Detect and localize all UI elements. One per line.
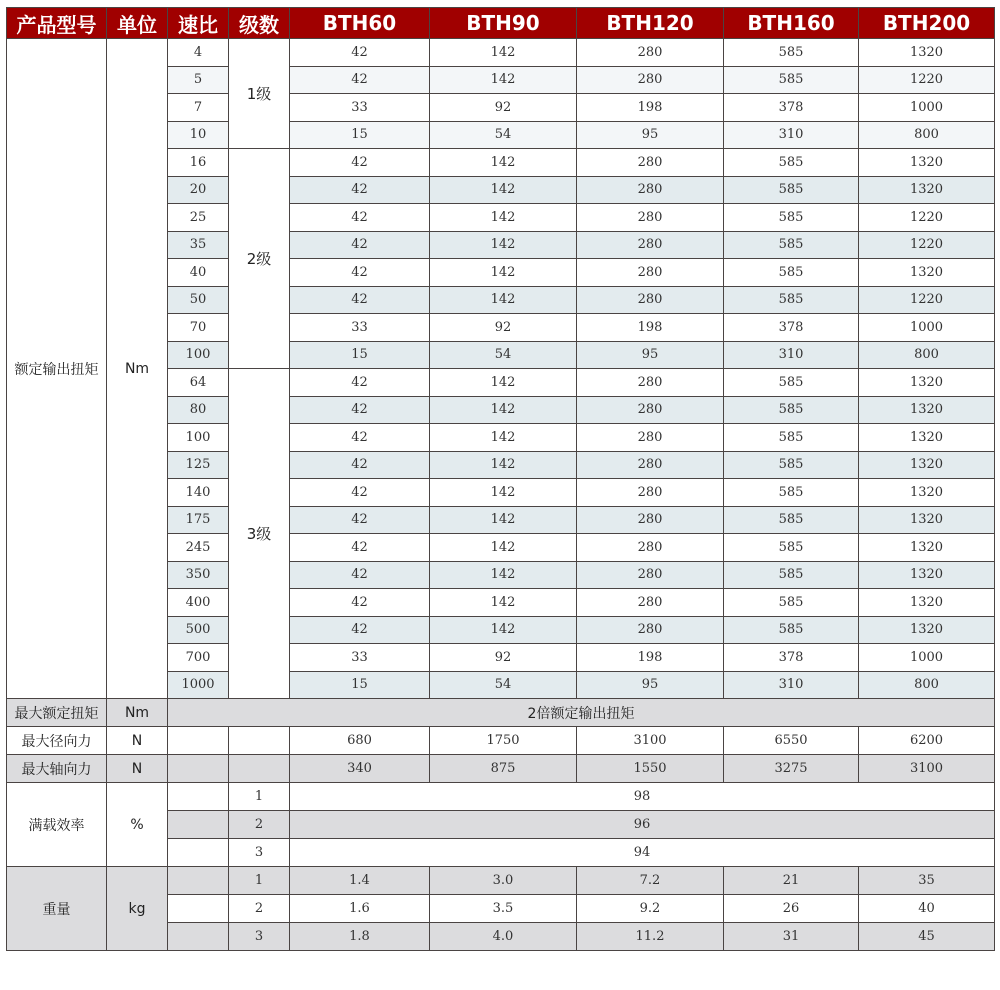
torque-value: 1220 [859, 231, 995, 259]
torque-value: 42 [290, 259, 430, 287]
torque-value: 142 [430, 424, 577, 452]
torque-value: 800 [859, 121, 995, 149]
empty-cell [168, 923, 229, 951]
torque-value: 142 [430, 66, 577, 94]
weight-value: 3.0 [430, 867, 577, 895]
torque-value: 42 [290, 424, 430, 452]
torque-value: 95 [577, 121, 724, 149]
torque-value: 142 [430, 176, 577, 204]
efficiency-value: 94 [290, 839, 995, 867]
ratio-cell: 16 [168, 149, 229, 177]
torque-value: 42 [290, 286, 430, 314]
torque-value: 54 [430, 341, 577, 369]
max-torque-row [7, 699, 995, 727]
ratio-cell: 100 [168, 424, 229, 452]
torque-value: 142 [430, 534, 577, 562]
radial-value: 6550 [724, 727, 859, 755]
torque-value: 1320 [859, 259, 995, 287]
torque-value: 800 [859, 341, 995, 369]
empty-cell [168, 755, 229, 783]
header-model: 产品型号 [7, 8, 107, 39]
torque-value: 42 [290, 39, 430, 67]
torque-value: 1320 [859, 149, 995, 177]
spec-table-body [7, 39, 995, 951]
ratio-cell: 175 [168, 506, 229, 534]
ratio-cell: 80 [168, 396, 229, 424]
torque-value: 1220 [859, 66, 995, 94]
torque-value: 142 [430, 616, 577, 644]
torque-value: 800 [859, 671, 995, 699]
torque-value: 585 [724, 451, 859, 479]
torque-value: 280 [577, 231, 724, 259]
weight-value: 9.2 [577, 895, 724, 923]
rated-torque-label: 额定输出扭矩 [7, 39, 107, 699]
ratio-cell: 400 [168, 589, 229, 617]
torque-value: 142 [430, 589, 577, 617]
torque-value: 585 [724, 424, 859, 452]
efficiency-stage: 3 [229, 839, 290, 867]
axial-value: 1550 [577, 755, 724, 783]
torque-value: 33 [290, 644, 430, 672]
torque-value: 1320 [859, 534, 995, 562]
weight-value: 4.0 [430, 923, 577, 951]
torque-value: 585 [724, 66, 859, 94]
axial-value: 3275 [724, 755, 859, 783]
header-bth160: BTH160 [724, 8, 859, 39]
torque-value: 280 [577, 204, 724, 232]
torque-value: 42 [290, 149, 430, 177]
torque-value: 585 [724, 561, 859, 589]
torque-value: 585 [724, 589, 859, 617]
ratio-cell: 700 [168, 644, 229, 672]
torque-value: 585 [724, 369, 859, 397]
stage-label: 3级 [229, 369, 290, 699]
stage-label: 1级 [229, 39, 290, 149]
weight-stage: 3 [229, 923, 290, 951]
radial-value: 3100 [577, 727, 724, 755]
ratio-cell: 20 [168, 176, 229, 204]
weight-value: 11.2 [577, 923, 724, 951]
torque-row [7, 39, 995, 67]
ratio-cell: 5 [168, 66, 229, 94]
torque-value: 198 [577, 644, 724, 672]
torque-value: 142 [430, 561, 577, 589]
torque-value: 378 [724, 644, 859, 672]
torque-value: 310 [724, 121, 859, 149]
empty-cell [168, 811, 229, 839]
torque-value: 198 [577, 94, 724, 122]
empty-cell [229, 727, 290, 755]
weight-value: 40 [859, 895, 995, 923]
torque-value: 142 [430, 149, 577, 177]
max-torque-value: 2倍额定输出扭矩 [168, 699, 995, 727]
weight-value: 3.5 [430, 895, 577, 923]
max-torque-label: 最大额定扭矩 [7, 699, 107, 727]
torque-value: 585 [724, 231, 859, 259]
torque-value: 280 [577, 39, 724, 67]
weight-value: 45 [859, 923, 995, 951]
radial-value: 1750 [430, 727, 577, 755]
torque-value: 54 [430, 121, 577, 149]
empty-cell [168, 839, 229, 867]
stage-label: 2级 [229, 149, 290, 369]
ratio-cell: 40 [168, 259, 229, 287]
torque-value: 1320 [859, 369, 995, 397]
torque-value: 378 [724, 94, 859, 122]
header-ratio: 速比 [168, 8, 229, 39]
torque-value: 42 [290, 589, 430, 617]
weight-value: 1.8 [290, 923, 430, 951]
torque-value: 280 [577, 506, 724, 534]
empty-cell [168, 727, 229, 755]
torque-value: 1320 [859, 479, 995, 507]
torque-value: 42 [290, 369, 430, 397]
torque-value: 585 [724, 149, 859, 177]
weight-value: 1.6 [290, 895, 430, 923]
torque-value: 280 [577, 534, 724, 562]
torque-value: 280 [577, 451, 724, 479]
torque-value: 280 [577, 396, 724, 424]
torque-value: 15 [290, 121, 430, 149]
torque-value: 42 [290, 616, 430, 644]
torque-value: 280 [577, 259, 724, 287]
torque-value: 1000 [859, 94, 995, 122]
torque-value: 92 [430, 644, 577, 672]
torque-value: 585 [724, 616, 859, 644]
torque-value: 142 [430, 204, 577, 232]
torque-value: 142 [430, 231, 577, 259]
torque-value: 42 [290, 66, 430, 94]
axial-value: 3100 [859, 755, 995, 783]
torque-value: 92 [430, 94, 577, 122]
ratio-cell: 100 [168, 341, 229, 369]
ratio-cell: 4 [168, 39, 229, 67]
torque-value: 142 [430, 396, 577, 424]
ratio-cell: 35 [168, 231, 229, 259]
torque-value: 280 [577, 369, 724, 397]
efficiency-value: 96 [290, 811, 995, 839]
radial-value: 6200 [859, 727, 995, 755]
torque-value: 92 [430, 314, 577, 342]
torque-value: 42 [290, 561, 430, 589]
torque-value: 42 [290, 534, 430, 562]
ratio-cell: 50 [168, 286, 229, 314]
radial-value: 680 [290, 727, 430, 755]
torque-value: 585 [724, 39, 859, 67]
torque-value: 42 [290, 506, 430, 534]
efficiency-stage: 2 [229, 811, 290, 839]
empty-cell [229, 755, 290, 783]
weight-stage: 2 [229, 895, 290, 923]
torque-value: 280 [577, 286, 724, 314]
ratio-cell: 140 [168, 479, 229, 507]
torque-value: 585 [724, 259, 859, 287]
torque-value: 1000 [859, 644, 995, 672]
ratio-cell: 350 [168, 561, 229, 589]
torque-value: 15 [290, 671, 430, 699]
efficiency-value: 98 [290, 783, 995, 811]
torque-value: 280 [577, 424, 724, 452]
ratio-cell: 125 [168, 451, 229, 479]
weight-unit: kg [107, 867, 168, 951]
max-axial-label: 最大轴向力 [7, 755, 107, 783]
empty-cell [168, 783, 229, 811]
torque-value: 1320 [859, 39, 995, 67]
efficiency-stage: 1 [229, 783, 290, 811]
efficiency-unit: % [107, 783, 168, 867]
torque-value: 15 [290, 341, 430, 369]
ratio-cell: 25 [168, 204, 229, 232]
header-row [7, 8, 995, 39]
weight-label: 重量 [7, 867, 107, 951]
header-unit: 单位 [107, 8, 168, 39]
empty-cell [168, 867, 229, 895]
torque-value: 1320 [859, 616, 995, 644]
ratio-cell: 10 [168, 121, 229, 149]
efficiency-row [7, 783, 995, 811]
torque-value: 585 [724, 396, 859, 424]
torque-value: 585 [724, 479, 859, 507]
torque-value: 280 [577, 589, 724, 617]
torque-value: 33 [290, 314, 430, 342]
torque-value: 1320 [859, 451, 995, 479]
torque-value: 42 [290, 396, 430, 424]
max-axial-row [7, 755, 995, 783]
torque-value: 95 [577, 341, 724, 369]
empty-cell [168, 895, 229, 923]
axial-value: 875 [430, 755, 577, 783]
torque-value: 585 [724, 286, 859, 314]
max-radial-label: 最大径向力 [7, 727, 107, 755]
weight-value: 7.2 [577, 867, 724, 895]
max-torque-unit: Nm [107, 699, 168, 727]
torque-value: 42 [290, 479, 430, 507]
torque-value: 280 [577, 616, 724, 644]
torque-value: 142 [430, 506, 577, 534]
ratio-cell: 245 [168, 534, 229, 562]
ratio-cell: 1000 [168, 671, 229, 699]
header-bth200: BTH200 [859, 8, 995, 39]
spec-table [6, 7, 995, 951]
torque-value: 378 [724, 314, 859, 342]
torque-value: 198 [577, 314, 724, 342]
efficiency-label: 满载效率 [7, 783, 107, 867]
torque-value: 42 [290, 204, 430, 232]
torque-value: 1320 [859, 424, 995, 452]
axial-value: 340 [290, 755, 430, 783]
weight-value: 26 [724, 895, 859, 923]
torque-value: 310 [724, 341, 859, 369]
max-radial-unit: N [107, 727, 168, 755]
header-stages: 级数 [229, 8, 290, 39]
torque-value: 280 [577, 479, 724, 507]
header-bth60: BTH60 [290, 8, 430, 39]
rated-torque-unit: Nm [107, 39, 168, 699]
torque-value: 142 [430, 286, 577, 314]
torque-value: 1320 [859, 396, 995, 424]
torque-value: 42 [290, 451, 430, 479]
weight-row [7, 867, 995, 895]
torque-value: 142 [430, 451, 577, 479]
torque-value: 42 [290, 231, 430, 259]
weight-value: 1.4 [290, 867, 430, 895]
torque-value: 54 [430, 671, 577, 699]
weight-value: 21 [724, 867, 859, 895]
torque-value: 1220 [859, 204, 995, 232]
torque-value: 280 [577, 561, 724, 589]
header-bth90: BTH90 [430, 8, 577, 39]
max-radial-row [7, 727, 995, 755]
max-axial-unit: N [107, 755, 168, 783]
torque-value: 142 [430, 259, 577, 287]
ratio-cell: 7 [168, 94, 229, 122]
torque-value: 585 [724, 204, 859, 232]
torque-value: 585 [724, 176, 859, 204]
weight-stage: 1 [229, 867, 290, 895]
torque-value: 142 [430, 369, 577, 397]
torque-value: 142 [430, 479, 577, 507]
torque-value: 280 [577, 176, 724, 204]
ratio-cell: 500 [168, 616, 229, 644]
torque-value: 1220 [859, 286, 995, 314]
torque-value: 1320 [859, 561, 995, 589]
torque-value: 1000 [859, 314, 995, 342]
torque-value: 280 [577, 149, 724, 177]
weight-value: 31 [724, 923, 859, 951]
torque-value: 280 [577, 66, 724, 94]
header-bth120: BTH120 [577, 8, 724, 39]
torque-value: 33 [290, 94, 430, 122]
torque-value: 1320 [859, 589, 995, 617]
torque-value: 585 [724, 534, 859, 562]
torque-value: 42 [290, 176, 430, 204]
ratio-cell: 64 [168, 369, 229, 397]
ratio-cell: 70 [168, 314, 229, 342]
torque-value: 1320 [859, 176, 995, 204]
torque-value: 310 [724, 671, 859, 699]
torque-value: 142 [430, 39, 577, 67]
torque-value: 1320 [859, 506, 995, 534]
torque-value: 585 [724, 506, 859, 534]
weight-value: 35 [859, 867, 995, 895]
torque-value: 95 [577, 671, 724, 699]
